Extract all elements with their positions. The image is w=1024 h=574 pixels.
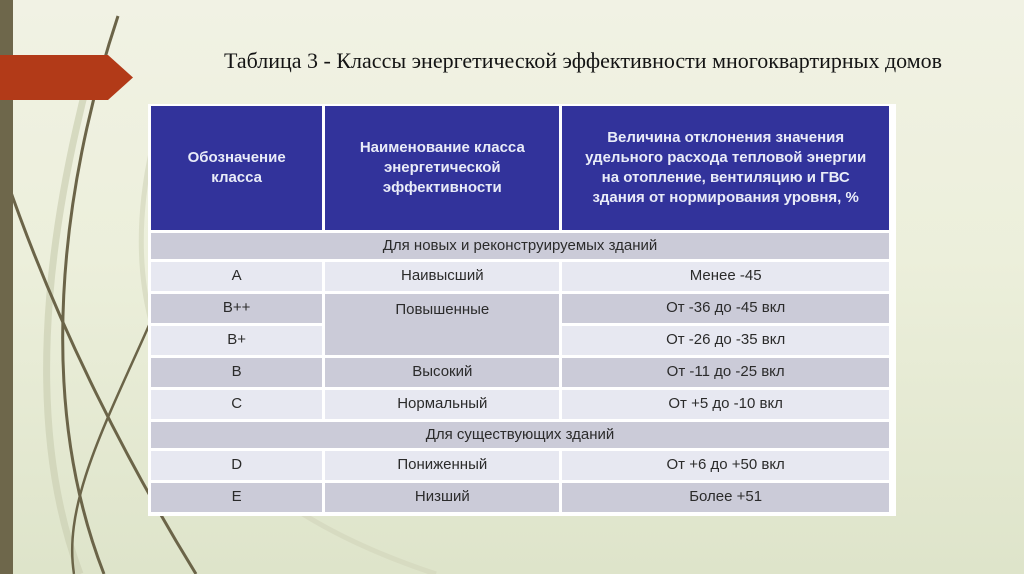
column-header-name: Наименование класса энергетической эффективности (325, 106, 559, 230)
row-c-deviation-cell: От +5 до -10 вкл (562, 390, 889, 419)
row-bpp-name-cell-merged: Повышенные (325, 294, 559, 355)
row-e-class-cell: E (151, 483, 322, 512)
energy-efficiency-table (151, 106, 889, 512)
table-panel (148, 104, 896, 516)
row-d-name-cell: Пониженный (325, 451, 559, 480)
row-a-name-cell: Наивысший (325, 262, 559, 291)
row-c-class-cell: C (151, 390, 322, 419)
section-header-new-buildings: Для новых и реконструируемых зданий (151, 233, 889, 259)
row-d-deviation-cell: От +6 до +50 вкл (562, 451, 889, 480)
section-header-existing-buildings: Для существующих зданий (151, 422, 889, 448)
row-e-deviation-cell: Более +51 (562, 483, 889, 512)
row-bp-class-cell: B+ (151, 326, 322, 355)
row-bpp-deviation-cell: От -36 до -45 вкл (562, 294, 889, 323)
row-d-class-cell: D (151, 451, 322, 480)
column-header-deviation: Величина отклонения значения удельного расхода тепловой энергии на отопление, вентиляцию и ГВС здания от нормирования уровня, % (562, 106, 889, 230)
row-e-name-cell: Низший (325, 483, 559, 512)
row-b-deviation-cell: От -11 до -25 вкл (562, 358, 889, 387)
red-arrow-shape (0, 55, 133, 100)
column-header-class: Обозначение класса (151, 106, 322, 230)
slide-title: Таблица 3 - Классы энергетической эффективности многоквартирных домов (223, 48, 943, 73)
row-b-name-cell: Высокий (325, 358, 559, 387)
row-a-deviation-cell: Менее -45 (562, 262, 889, 291)
row-c-name-cell: Нормальный (325, 390, 559, 419)
row-bp-deviation-cell: От -26 до -35 вкл (562, 326, 889, 355)
row-a-class-cell: A (151, 262, 322, 291)
row-bpp-class-cell: B++ (151, 294, 322, 323)
row-b-class-cell: B (151, 358, 322, 387)
